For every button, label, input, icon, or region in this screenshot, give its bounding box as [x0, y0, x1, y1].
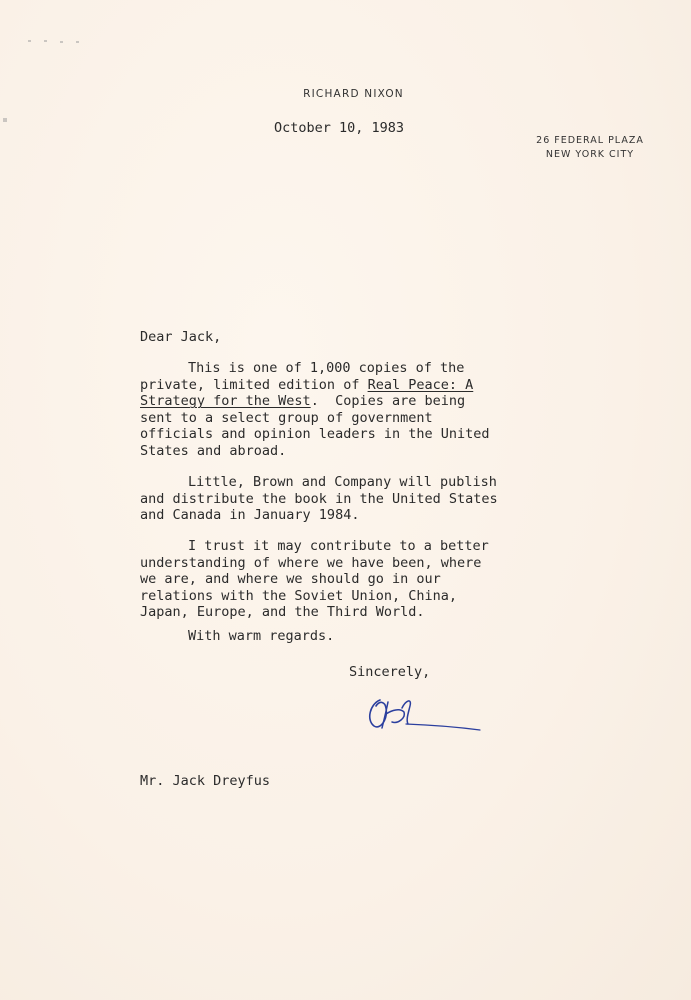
paragraph-2-line: and Canada in January 1984. [140, 507, 360, 524]
paragraph-4-line: With warm regards. [188, 628, 335, 644]
book-title: Real Peace: A [367, 376, 474, 393]
paragraph-3-line: I trust it may contribute to a better [188, 538, 489, 554]
text-run: . Copies are being [310, 393, 466, 410]
paragraph-3-line: Japan, Europe, and the Third World. [140, 604, 425, 621]
book-title: Strategy for the West [140, 393, 311, 410]
paragraph-3-line: relations with the Soviet Union, China, [140, 587, 457, 604]
signature-underline [406, 724, 480, 730]
paragraph-3 [140, 538, 560, 621]
paragraph-2 [140, 474, 560, 524]
paragraph-1-line: States and abroad. [140, 442, 287, 459]
paragraph-2-line: Little, Brown and Company will publish [188, 474, 497, 490]
paragraph-1 [140, 360, 560, 460]
closing: Sincerely, [349, 664, 431, 680]
paragraph-1-line [140, 377, 560, 394]
paragraph-1-line: officials and opinion leaders in the United [140, 426, 490, 443]
paper-mark [3, 118, 7, 122]
letterhead-address [520, 134, 660, 162]
salutation: Dear Jack, [140, 329, 222, 345]
paragraph-4 [140, 628, 560, 645]
paper-mark [44, 40, 47, 42]
paper-mark [76, 41, 79, 43]
paragraph-2-line: and distribute the book in the United States [140, 490, 498, 507]
paragraph-1-line [140, 393, 560, 410]
paper-mark [60, 41, 63, 43]
address-line-2: NEW YORK CITY [545, 149, 635, 160]
address-line-1: 26 FEDERAL PLAZA [536, 135, 644, 146]
paragraph-1-line: sent to a select group of government [140, 409, 433, 426]
signature-icon [362, 690, 492, 740]
letterhead-name: RICHARD NIXON [303, 88, 404, 100]
paragraph-1-line: This is one of 1,000 copies of the [188, 360, 465, 376]
paragraph-3-line: we are, and where we should go in our [140, 571, 441, 588]
letter-date: October 10, 1983 [274, 120, 405, 136]
paragraph-3-line: understanding of where we have been, where [140, 554, 482, 571]
text-run: private, limited edition of [140, 376, 368, 393]
paper-mark [28, 40, 31, 42]
recipient-name: Mr. Jack Dreyfus [140, 773, 271, 789]
